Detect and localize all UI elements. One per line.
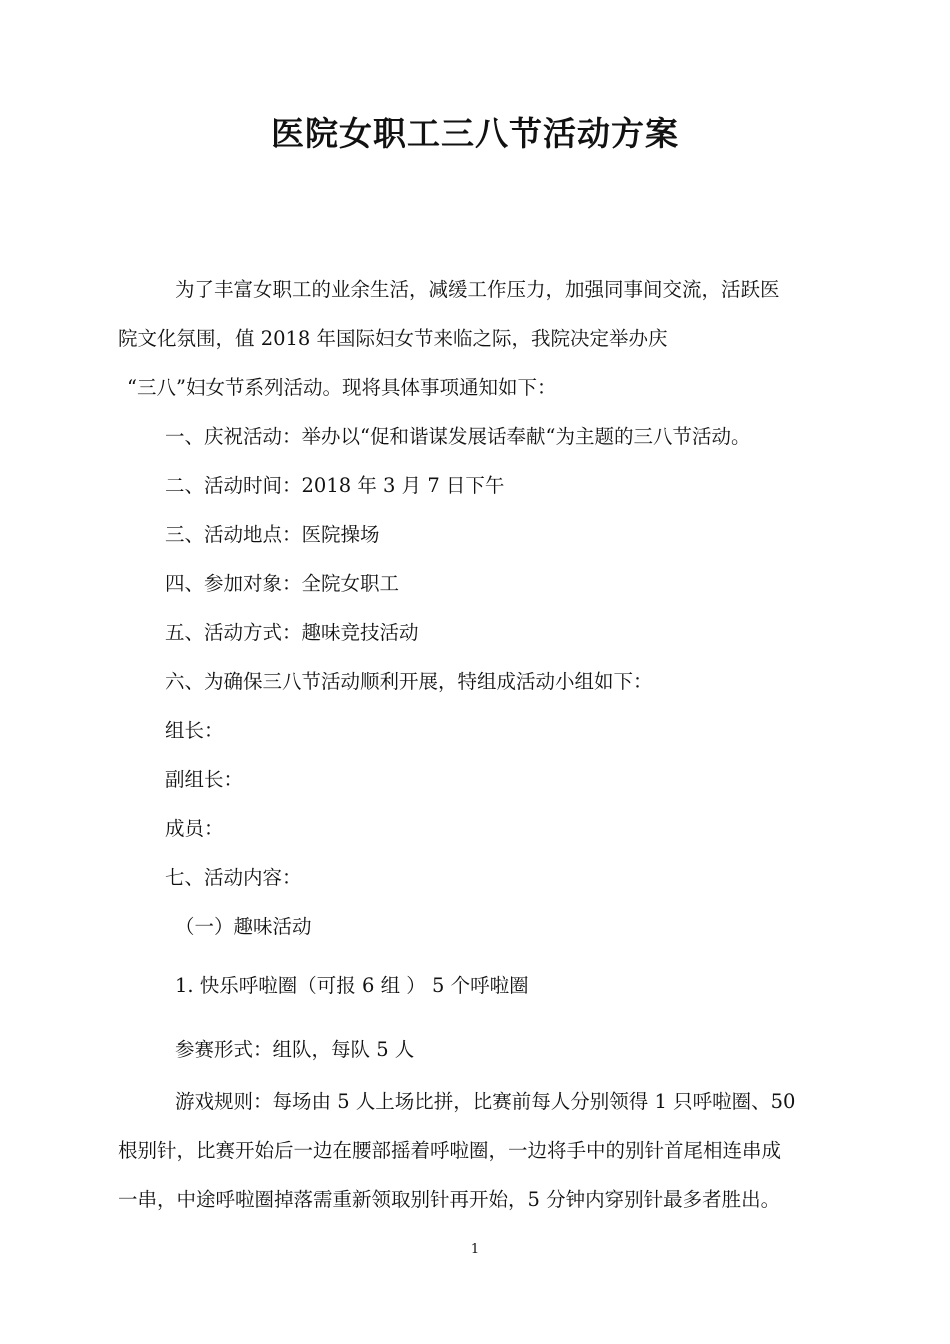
intro-line-3: “三八”妇女节系列活动。现将具体事项通知如下： xyxy=(127,376,557,399)
item-group-intro: 六、为确保三八节活动顺利开展，特组成活动小组如下： xyxy=(165,670,653,693)
item-time: 二、活动时间：2018 年 3 月 7 日下午 xyxy=(165,474,505,497)
game1-rules-line-2: 根别针，比赛开始后一边在腰部摇着呼啦圈，一边将手中的别针首尾相连串成 xyxy=(118,1139,782,1162)
intro-line-2: 院文化氛围，值 2018 年国际妇女节来临之际，我院决定举办庆 xyxy=(118,327,668,350)
item-location: 三、活动地点：医院操场 xyxy=(165,523,380,546)
section-activity-content: 七、活动内容： xyxy=(165,866,302,889)
game1-format: 参赛形式：组队，每队 5 人 xyxy=(175,1038,415,1061)
item-celebration: 一、庆祝活动：举办以“促和谐谋发展话奉献“为主题的三八节活动。 xyxy=(165,425,751,448)
item-participants: 四、参加对象：全院女职工 xyxy=(165,572,400,595)
page-number: 1 xyxy=(470,1242,480,1257)
item-method: 五、活动方式：趣味竞技活动 xyxy=(165,621,419,644)
group-leader: 组长： xyxy=(165,719,224,742)
group-vice-leader: 副组长： xyxy=(165,768,244,791)
subsection-fun-activities: （一）趣味活动 xyxy=(175,915,312,938)
game1-rules-line-3: 一串，中途呼啦圈掉落需重新领取别针再开始，5 分钟内穿别针最多者胜出。 xyxy=(118,1188,781,1211)
game1-title: 1. 快乐呼啦圈（可报 6 组 ） 5 个呼啦圈 xyxy=(175,974,529,997)
intro-line-1: 为了丰富女职工的业余生活，减缓工作压力，加强同事间交流，活跃医 xyxy=(175,278,780,301)
document-title: 医院女职工三八节活动方案 xyxy=(271,114,679,153)
game1-rules-line-1: 游戏规则：每场由 5 人上场比拼，比赛前每人分别领得 1 只呼啦圈、50 xyxy=(175,1090,796,1113)
group-members: 成员： xyxy=(165,817,224,840)
